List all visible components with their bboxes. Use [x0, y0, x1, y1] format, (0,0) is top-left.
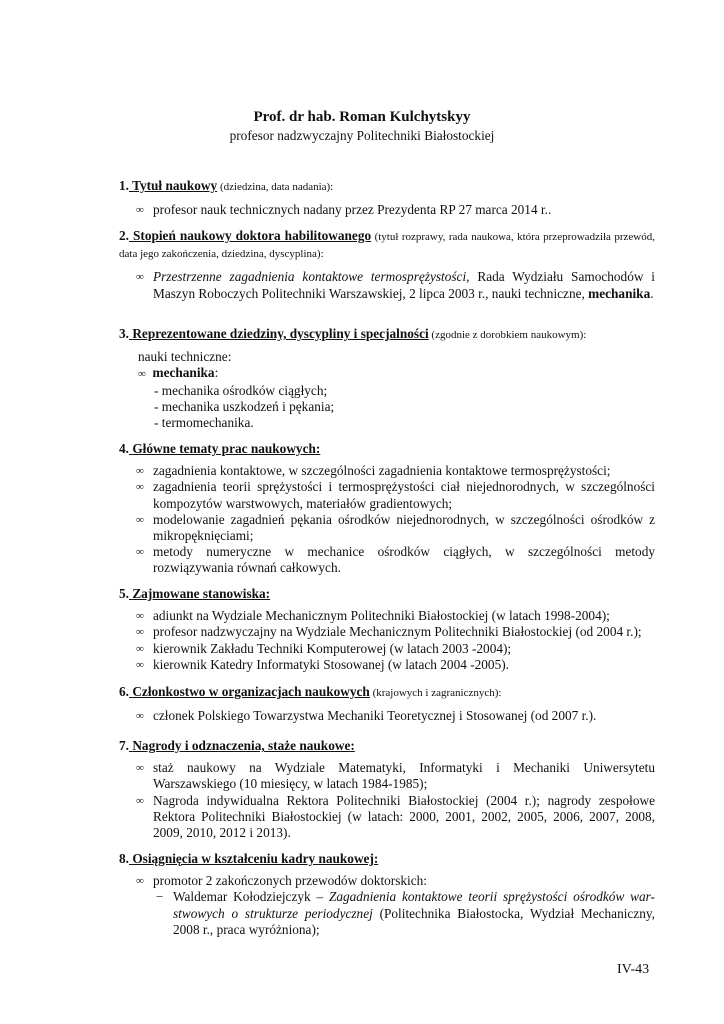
sub-list-item: − Waldemar Kołodziejczyk – Zagadnienia kontaktowe teorii sprężystości ośrodków war-stwowych o strukturze periodycznej (Politechnika Białostocka, Wydział Mechaniczny, 2008 r., praca wyróżniona); — [156, 889, 655, 937]
list-item: ∞ zagadnienia kontaktowe, w szczególności zagadnienia kontaktowe termosprężystości; — [136, 463, 611, 479]
section-8 — [119, 851, 655, 938]
section-8-heading: 8. Osiągnięcia w kształceniu kadry naukowej: — [119, 851, 379, 866]
bullet-icon: ∞ — [136, 610, 144, 623]
list-item: ∞ profesor nauk technicznych nadany przez Prezydenta RP 27 marca 2014 r.. — [136, 202, 552, 218]
bullet-icon: ∞ — [136, 271, 144, 284]
bullet-icon: ∞ — [136, 481, 144, 494]
page-number: IV-43 — [617, 962, 650, 977]
bullet-icon: ∞ — [136, 204, 144, 217]
list-item: ∞ zagadnienia teorii sprężystości i termosprężystości ciał niejednorodnych, w szczególności kompozytów warstwowych, materiałów gradientowych; — [136, 479, 655, 511]
list-item: ∞ członek Polskiego Towarzystwa Mechaniki Teoretycznej i Stosowanej (od 2007 r.). — [136, 708, 597, 724]
bullet-icon: ∞ — [136, 658, 144, 671]
bullet-icon: ∞ — [136, 546, 144, 559]
bullet-icon: ∞ — [138, 368, 146, 381]
list-item: ∞ profesor nadzwyczajny na Wydziale Mechanicznym Politechniki Białostockiej (od 2004 r.); — [136, 624, 642, 640]
list-item: ∞ Nagroda indywidualna Rektora Politechniki Białostockiej (2004 r.); nagrody zespołowe Rektora Politechniki Białostockiej (w latach: 2000, 2001, 2002, 2005, 2006, 2007, 2008, 2009, 2010, 2012 i 2013). — [136, 792, 655, 841]
list-item: ∞ kierownik Katedry Informatyki Stosowanej (w latach 2004 -2005). — [136, 656, 509, 672]
sub-item: - termomechanika. — [154, 415, 254, 431]
bullet-icon: ∞ — [136, 710, 144, 723]
dash-icon: − — [156, 889, 164, 905]
list-item: ∞ adiunkt na Wydziale Mechanicznym Politechniki Białostockiej (w latach 1998-2004); — [136, 608, 610, 624]
bullet-icon: ∞ — [136, 465, 144, 478]
field-label: nauki techniczne: — [138, 349, 232, 365]
section-3 — [119, 326, 655, 431]
section-4-heading: 4. Główne tematy prac naukowych: — [119, 441, 321, 456]
section-4 — [119, 441, 655, 577]
section-6 — [119, 684, 655, 724]
bullet-icon: ∞ — [136, 875, 144, 888]
list-item: ∞ modelowanie zagadnień pękania ośrodków niejednorodnych, w szczególności ośrodków z mikropęknięciami; — [136, 511, 655, 544]
sub-item: - mechanika ośrodków ciągłych; — [154, 382, 328, 398]
list-item: ∞ mechanika: — [138, 365, 219, 381]
sub-item: - mechanika uszkodzeń i pękania; — [154, 398, 335, 414]
list-item: ∞ staż naukowy na Wydziale Matematyki, Informatyki i Mechaniki Uniwersytetu Warszawskiego (10 miesięcy, w latach 1984-1985); — [136, 760, 655, 792]
section-5-heading: 5. Zajmowane stanowiska: — [119, 586, 271, 601]
bullet-icon: ∞ — [136, 762, 144, 775]
section-5 — [119, 586, 655, 673]
list-item: ∞ Przestrzenne zagadnienia kontaktowe termosprężystości, Rada Wydziału Samochodów i Maszyn Roboczych Politechniki Warszawskiej, 2 lipca 2003 r., nauki techniczne, mechanika. — [136, 269, 656, 301]
section-2-heading: 2. Stopień naukowy doktora habilitowanego (tytuł rozprawy, rada naukowa, która przeprowadziła przewód, data jego zakończenia, dziedzina, dyscyplina): — [119, 228, 655, 261]
bullet-icon: ∞ — [136, 513, 144, 526]
section-6-heading: 6. Członkostwo w organizacjach naukowych (krajowych i zagranicznych): — [119, 684, 502, 699]
list-item: ∞ kierownik Zakładu Techniki Komputerowej (w latach 2003 -2004); — [136, 640, 512, 656]
section-3-heading: 3. Reprezentowane dziedziny, dyscypliny i specjalności (zgodnie z dorobkiem naukowym): — [119, 326, 587, 341]
list-item: ∞ metody numeryczne w mechanice ośrodków ciągłych, w szczególności metody rozwiązywania równań całkowych. — [136, 544, 655, 576]
page-title: Prof. dr hab. Roman Kulchytskyy — [253, 109, 471, 125]
bullet-icon: ∞ — [136, 626, 144, 639]
bullet-icon: ∞ — [136, 642, 144, 655]
document-header — [0, 108, 724, 144]
section-1 — [119, 178, 655, 218]
section-7-heading: 7. Nagrody i odznaczenia, staże naukowe: — [119, 738, 355, 753]
bullet-icon: ∞ — [136, 794, 144, 807]
page-subtitle: profesor nadzwyczajny Politechniki Białostockiej — [229, 128, 495, 143]
section-7 — [119, 738, 655, 841]
section-2 — [119, 228, 655, 302]
section-1-heading: 1. Tytuł naukowy (dziedzina, data nadania): — [119, 178, 334, 193]
list-item: ∞ promotor 2 zakończonych przewodów doktorskich: — [136, 873, 427, 889]
